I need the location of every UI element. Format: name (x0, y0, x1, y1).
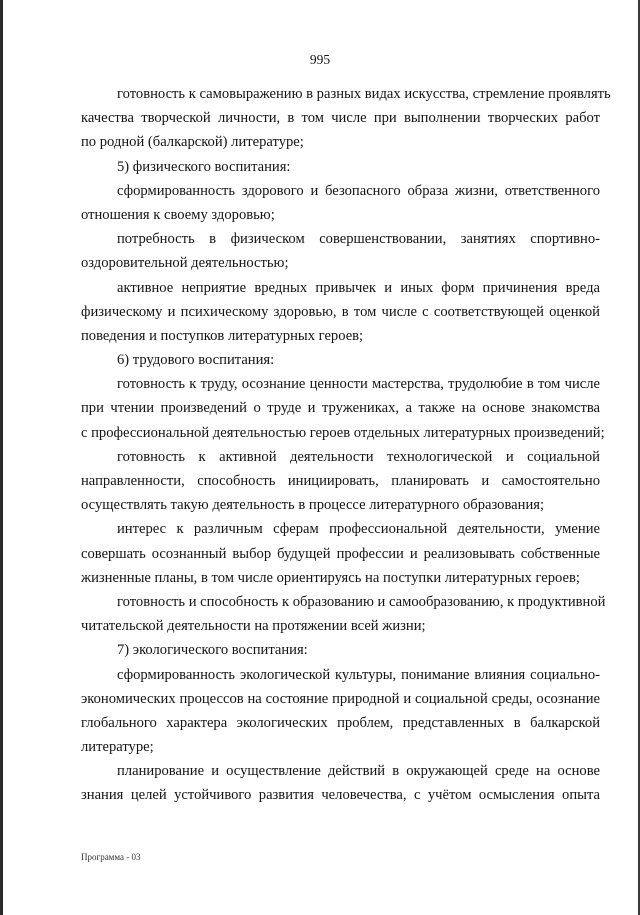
text-line: готовность к активной деятельности технологической и социальной (117, 448, 600, 465)
text-line: готовность к самовыражению в разных видах искусства, стремление проявлять (117, 86, 611, 102)
text-line: физическому и психическому здоровью, в том числе с соответствующей оценкой (81, 303, 600, 320)
text-line: отношения к своему здоровью; (81, 206, 275, 223)
text-line: знания целей устойчивого развития человечества, с учётом осмысления опыта (81, 787, 600, 804)
text-line: читательской деятельности на протяжении всей жизни; (81, 618, 426, 635)
text-line: готовность и способность к образованию и самообразованию, к продуктивной (117, 593, 606, 610)
text-line: по родной (балкарской) литературе; (81, 134, 304, 151)
scan-left-edge (0, 0, 3, 915)
text-line: осуществлять такую деятельность в процессе литературного образования; (81, 497, 545, 514)
document-body (81, 82, 611, 808)
text-line: направленности, способность инициировать, планировать и самостоятельно (81, 473, 600, 489)
text-line: готовность к труду, осознание ценности мастерства, трудолюбие в том числе (117, 376, 600, 393)
text-line: совершать осознанный выбор будущей профессии и реализовывать собственные (81, 545, 600, 562)
text-line: интерес к различным сферам профессиональной деятельности, умение (117, 521, 600, 538)
text-line: при чтении произведений о труде и тружениках, а также на основе знакомства (81, 400, 600, 417)
text-line: планирование и осуществление действий в окружающей среде на основе (117, 763, 600, 780)
text-line: глобального характера экологических проблем, представленных в балкарской (81, 714, 600, 731)
text-line: жизненные планы, в том числе ориентируясь на поступки литературных героев; (81, 569, 580, 586)
text-line: литературе; (81, 739, 154, 756)
text-line: с профессиональной деятельностью героев отдельных литературных произведений; (81, 424, 605, 441)
text-line: экономических процессов на состояние природной и социальной среды, осознание (81, 690, 600, 707)
text-line: сформированность экологической культуры, понимание влияния социально- (117, 666, 600, 683)
text-line: 7) экологического воспитания: (117, 642, 308, 659)
text-line: качества творческой личности, в том числе при выполнении творческих работ (81, 110, 600, 127)
text-line: 6) трудового воспитания: (117, 352, 275, 369)
text-line: оздоровительной деятельностью; (81, 255, 289, 272)
text-line: поведения и поступков литературных героев; (81, 327, 364, 344)
text-line: 5) физического воспитания: (117, 158, 291, 175)
footer-note: Программа - 03 (81, 852, 141, 862)
page-number: 995 (309, 52, 331, 67)
text-line: активное неприятие вредных привычек и иных форм причинения вреда (117, 279, 600, 296)
text-line: потребность в физическом совершенствовании, занятиях спортивно- (117, 231, 600, 248)
text-line: сформированность здорового и безопасного образа жизни, ответственного (117, 182, 600, 199)
